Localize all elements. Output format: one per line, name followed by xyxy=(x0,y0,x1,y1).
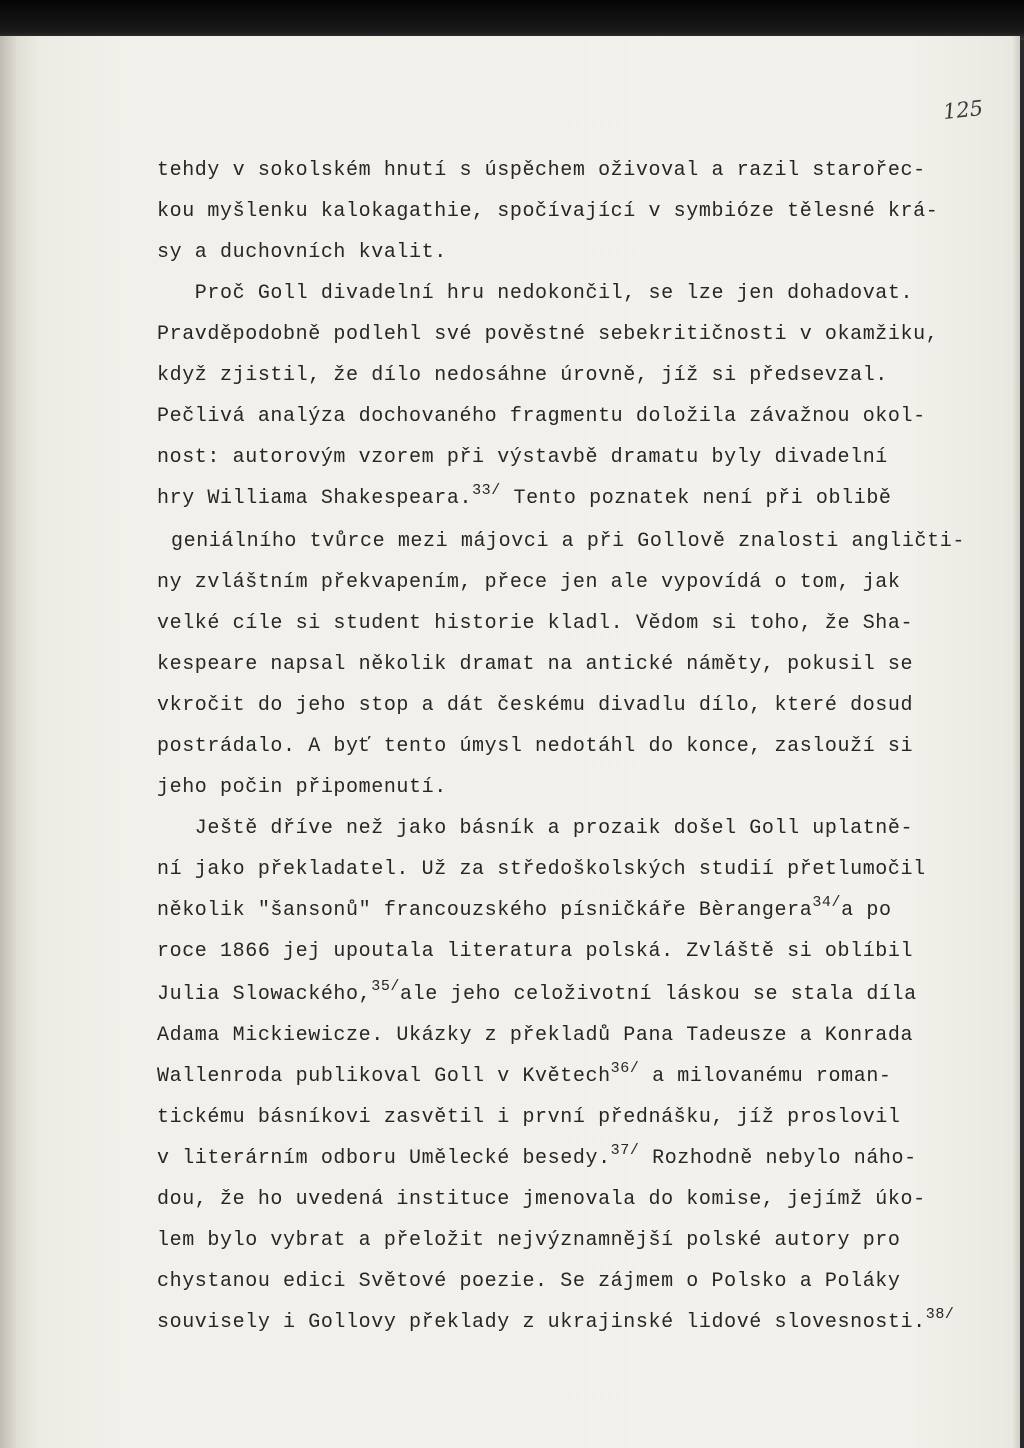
line-text: souvisely i Gollovy překlady z ukrajinské lidové slovesnosti. xyxy=(157,1311,926,1334)
footnote-ref-38: 38/ xyxy=(925,1306,955,1323)
line-text: a milovanému roman- xyxy=(639,1065,892,1088)
line-text: několik "šansonů" francouzského písničkáře Bèrangera xyxy=(157,899,813,922)
text-line: dou, že ho uvedená instituce jmenovala do komise, jejímž úko- xyxy=(157,1188,926,1211)
text-line: vkročit do jeho stop a dát českému divadlu dílo, které dosud xyxy=(157,694,914,717)
text-line: kespeare napsal několik dramat na antické náměty, pokusil se xyxy=(157,653,914,676)
line-text: a xyxy=(841,899,854,922)
text-line: když zjistil, že dílo nedosáhne úrovně, jíž si předsevzal. xyxy=(157,364,888,387)
text-line-with-footnote xyxy=(157,1142,917,1170)
line-text: v literárním odboru Umělecké besedy. xyxy=(157,1147,611,1170)
text-line: nost: autorovým vzorem při výstavbě dramatu byly divadelní xyxy=(157,446,888,469)
text-line: Pravděpodobně podlehl své pověstné sebekritičnosti v okamžiku, xyxy=(157,323,939,346)
footnote-ref-36: 36/ xyxy=(610,1060,640,1077)
text-line: tehdy v sokolském hnutí s úspěchem oživoval a razil starořec- xyxy=(157,159,926,182)
line-text: Tento poznatek není při oblibě xyxy=(500,487,892,510)
text-line-with-footnote xyxy=(157,1306,955,1334)
page-left-margin xyxy=(0,36,16,1448)
text-line: tickému básníkovi zasvětil i první přednášku, jíž proslovil xyxy=(157,1106,901,1129)
text-line: chystanou edici Světové poezie. Se zájmem o Polsko a Poláky xyxy=(157,1270,901,1293)
line-text: Wallenroda publikoval Goll v Květech xyxy=(157,1065,611,1088)
text-line: ní jako překladatel. Už za středoškolských studií přetlumočil xyxy=(157,858,926,881)
footnote-ref-33: 33/ xyxy=(472,482,501,499)
text-line: geniálního tvůrce mezi májovci a při Gollově znalosti angličti- xyxy=(171,530,965,553)
text-line: sy a duchovních kvalit. xyxy=(157,241,447,264)
text-line-with-footnote xyxy=(157,894,892,922)
text-line: roce 1866 jej upoutala literatura polská. Zvláště si oblíbil xyxy=(157,940,914,963)
text-line: Ještě dříve než jako básník a prozaik došel Goll uplatně- xyxy=(157,817,914,840)
line-text: Rozhodně nebylo náho- xyxy=(639,1147,917,1170)
line-text: po xyxy=(853,899,892,922)
text-line: Pečlivá analýza dochovaného fragmentu doložila závažnou okol- xyxy=(157,405,926,428)
text-line: jeho počin připomenutí. xyxy=(157,776,447,799)
line-text: ale jeho celoživotní láskou se stala díla xyxy=(400,983,917,1006)
text-line: postrádalo. A byť tento úmysl nedotáhl do konce, zaslouží si xyxy=(157,735,914,758)
text-line-with-footnote xyxy=(157,1060,892,1088)
footnote-ref-37: 37/ xyxy=(610,1142,640,1159)
line-text: Julia Slowackého, xyxy=(157,983,372,1006)
scanner-top-edge xyxy=(0,0,1024,40)
text-line: velké cíle si student historie kladl. Vědom si toho, že Sha- xyxy=(157,612,914,635)
text-line: lem bylo vybrat a přeložit nejvýznamnější polské autory pro xyxy=(157,1229,901,1252)
line-text: hry Williama Shakespeara. xyxy=(157,487,473,510)
handwritten-page-number: 125 xyxy=(941,95,985,125)
text-line: ny zvláštním překvapením, přece jen ale vypovídá o tom, jak xyxy=(157,571,901,594)
footnote-ref-34: 34/ xyxy=(812,894,842,911)
text-line-with-footnote xyxy=(157,978,917,1006)
text-line: Adama Mickiewicze. Ukázky z překladů Pana Tadeusze a Konrada xyxy=(157,1024,914,1047)
text-line: Proč Goll divadelní hru nedokončil, se lze jen dohadovat. xyxy=(157,282,914,305)
text-line-with-footnote xyxy=(157,482,892,510)
footnote-ref-35: 35/ xyxy=(371,978,401,995)
text-line: kou myšlenku kalokagathie, spočívající v symbióze tělesné krá- xyxy=(157,200,939,223)
